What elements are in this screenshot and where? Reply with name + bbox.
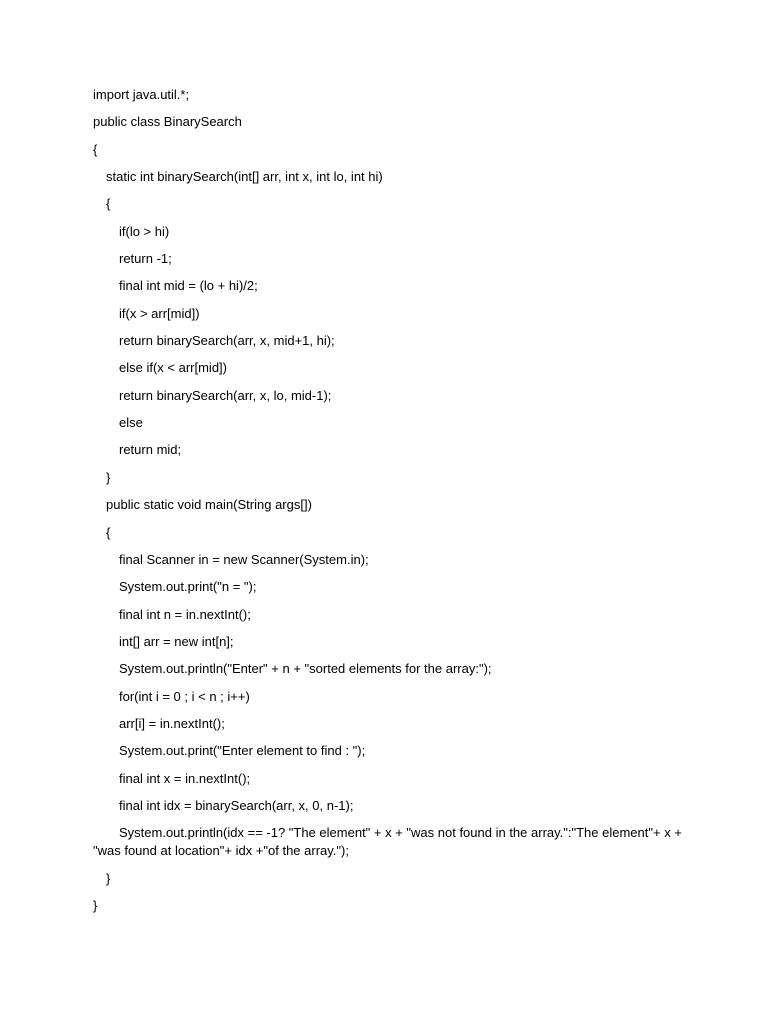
code-line: final int mid = (lo + hi)/2; [119,278,258,294]
code-line: return mid; [119,442,182,458]
code-line: if(x > arr[mid]) [119,305,200,321]
code-line: final int n = in.nextInt(); [119,606,251,622]
code-line: final int idx = binarySearch(arr, x, 0, n-1); [119,797,354,813]
code-line: System.out.print("n = "); [119,579,257,595]
code-line: final Scanner in = new Scanner(System.in); [119,551,369,567]
code-line: System.out.print("Enter element to find : "); [119,743,366,759]
code-line: return binarySearch(arr, x, lo, mid-1); [119,387,332,403]
code-line: arr[i] = in.nextInt(); [119,715,225,731]
code-line: return -1; [119,251,172,267]
code-line: static int binarySearch(int[] arr, int x, int lo, int hi) [106,169,383,185]
code-line: import java.util.*; [93,87,190,102]
code-line: int[] arr = new int[n]; [119,633,234,649]
code-line: { [106,196,111,212]
code-line: if(lo > hi) [119,223,170,239]
code-line: else [119,415,143,431]
code-line: } [106,469,111,485]
code-line: public class BinarySearch [93,114,242,130]
code-line: for(int i = 0 ; i < n ; i++) [119,688,250,704]
code-line: { [106,524,111,540]
code-line: return binarySearch(arr, x, mid+1, hi); [119,333,335,349]
code-line: } [106,870,111,886]
code-line: } [93,897,98,913]
code-line: System.out.println(idx == -1? "The element" + x + "was not found in the array.":"The element"+ x + "was found at location"+ idx +"of the array."); [93,825,682,859]
code-line: else if(x < arr[mid]) [119,360,227,376]
code-line: public static void main(String args[]) [106,497,312,513]
code-line: { [93,141,98,157]
code-line: final int x = in.nextInt(); [119,770,251,786]
code-line: System.out.println("Enter" + n + "sorted elements for the array:"); [119,661,492,677]
code-listing [93,86,683,924]
